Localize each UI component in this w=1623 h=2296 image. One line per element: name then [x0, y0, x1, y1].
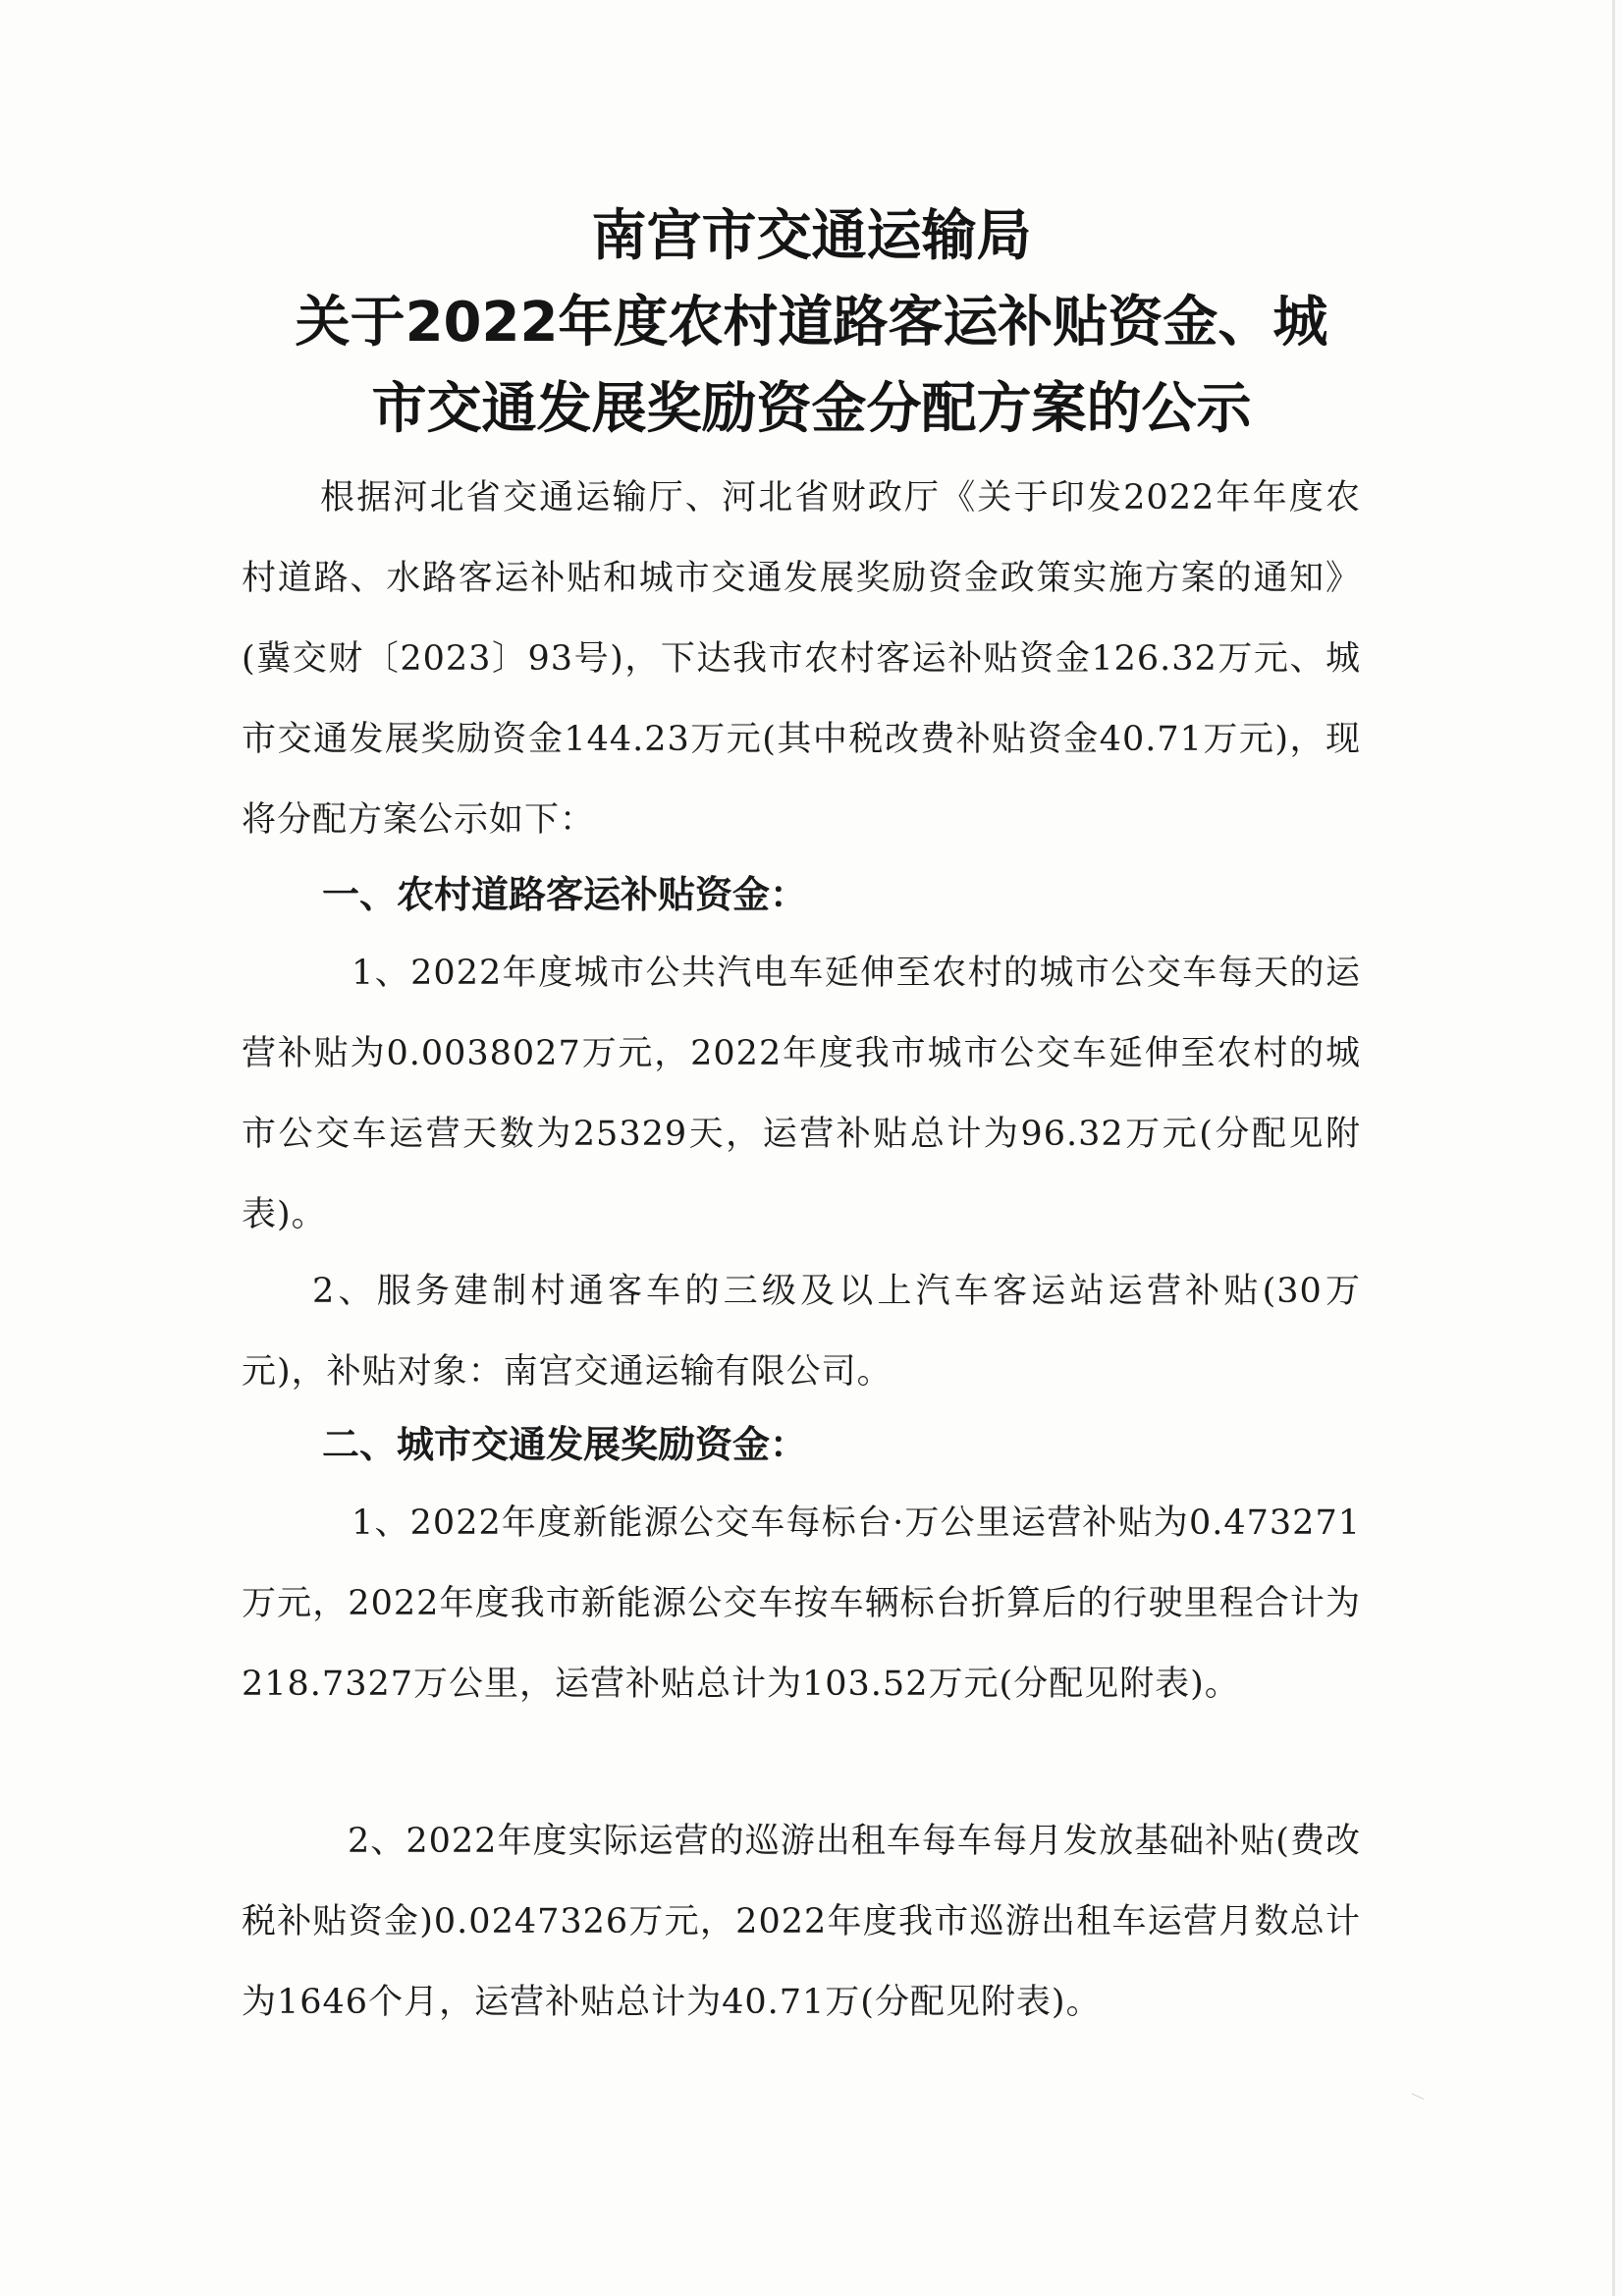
section-2-heading: 二、城市交通发展奖励资金： — [322, 1423, 808, 1466]
title-line-2: 关于2022年度农村道路客运补贴资金、城 — [295, 291, 1328, 355]
scan-speck — [1409, 2093, 1424, 2104]
section-1-item-1: 1、2022年度城市公共汽电车延伸至农村的城市公交车每天的运营补贴为0.0038027万元，2022年度我市城市公交车延伸至农村的城市公交车运营天数为25329天，运营补贴总计为96.32万元(分配见附表)。 — [242, 954, 1361, 1234]
section-2-item-2: 2、2022年度实际运营的巡游出租车每车每月发放基础补贴(费改税补贴资金)0.0247326万元，2022年度我市巡游出租车运营月数总计为1646个月，运营补贴总计为40.71万(分配见附表)。 — [242, 1822, 1361, 2022]
title-line-1: 南宫市交通运输局 — [591, 204, 1032, 268]
intro-paragraph: 根据河北省交通运输厅、河北省财政厅《关于印发2022年年度农村道路、水路客运补贴和城市交通发展奖励资金政策实施方案的通知》(冀交财〔2023〕93号)，下达我市农村客运补贴资金126.32万元、城市交通发展奖励资金144.23万元(其中税改费补贴资金40.71万元)，现将分配方案公示如下： — [242, 478, 1361, 840]
title-line-3: 市交通发展奖励资金分配方案的公示 — [371, 377, 1252, 441]
section-1-item-2: 2、服务建制村通客车的三级及以上汽车客运站运营补贴(30万元)，补贴对象：南宫交通运输有限公司。 — [242, 1272, 1361, 1392]
section-1-heading: 一、农村道路客运补贴资金： — [322, 873, 808, 916]
section-2-item-1: 1、2022年度新能源公交车每标台·万公里运营补贴为0.473271万元，2022年度我市新能源公交车按车辆标台折算后的行驶里程合计为218.7327万公里，运营补贴总计为103.52万元(分配见附表)。 — [242, 1503, 1361, 1704]
